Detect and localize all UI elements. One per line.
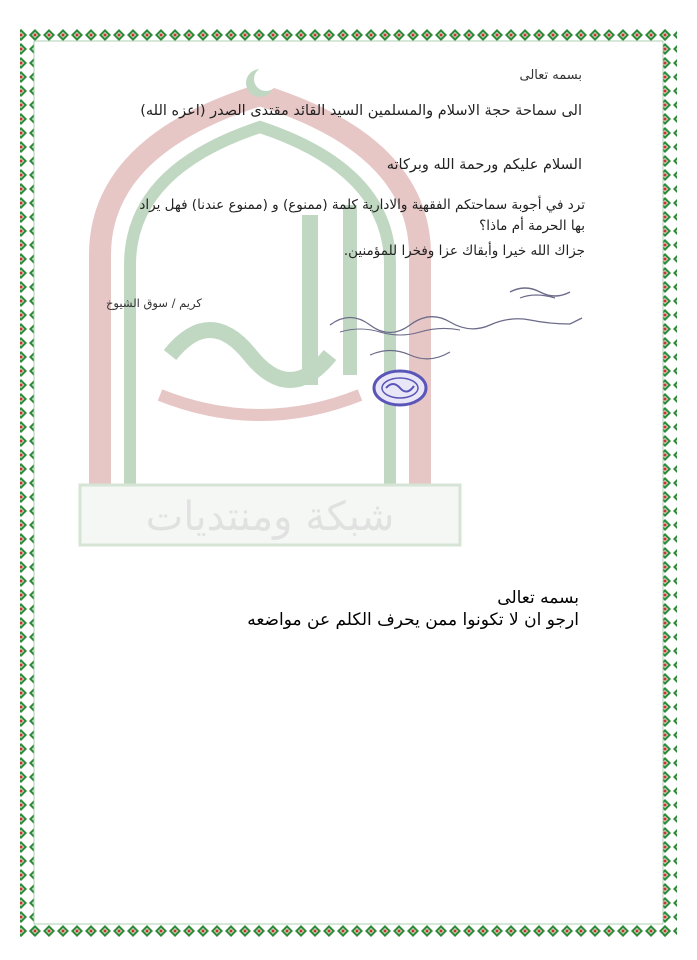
letter-signature: كريم / سوق الشيوخ bbox=[106, 296, 202, 310]
answer-bismillah: بسمه تعالى bbox=[497, 588, 579, 608]
handwritten-reply-and-seal bbox=[320, 280, 600, 410]
letter-question-line2: بها الحرمة أم ماذا؟ bbox=[479, 218, 585, 234]
letter-question-line1: ترد في أجوبة سماحتكم الفقهية والادارية كلمة (ممنوع) و (ممنوع عندنا) فهل يراد bbox=[139, 197, 585, 213]
letter-blessing: جزاك الله خيرا وأبقاك عزا وفخرا للمؤمنين. bbox=[343, 243, 585, 259]
answer-text: ارجو ان لا تكونوا ممن يحرف الكلم عن مواضعه bbox=[247, 610, 579, 630]
watermark-text: شبكة ومنتديات bbox=[145, 494, 395, 540]
letter-bismillah: بسمه تعالى bbox=[519, 68, 582, 83]
letter-greeting: السلام عليكم ورحمة الله وبركاته bbox=[386, 157, 582, 173]
letter-addressee: الى سماحة حجة الاسلام والمسلمين السيد القائد مقتدى الصدر (اعزه الله) bbox=[140, 103, 582, 119]
